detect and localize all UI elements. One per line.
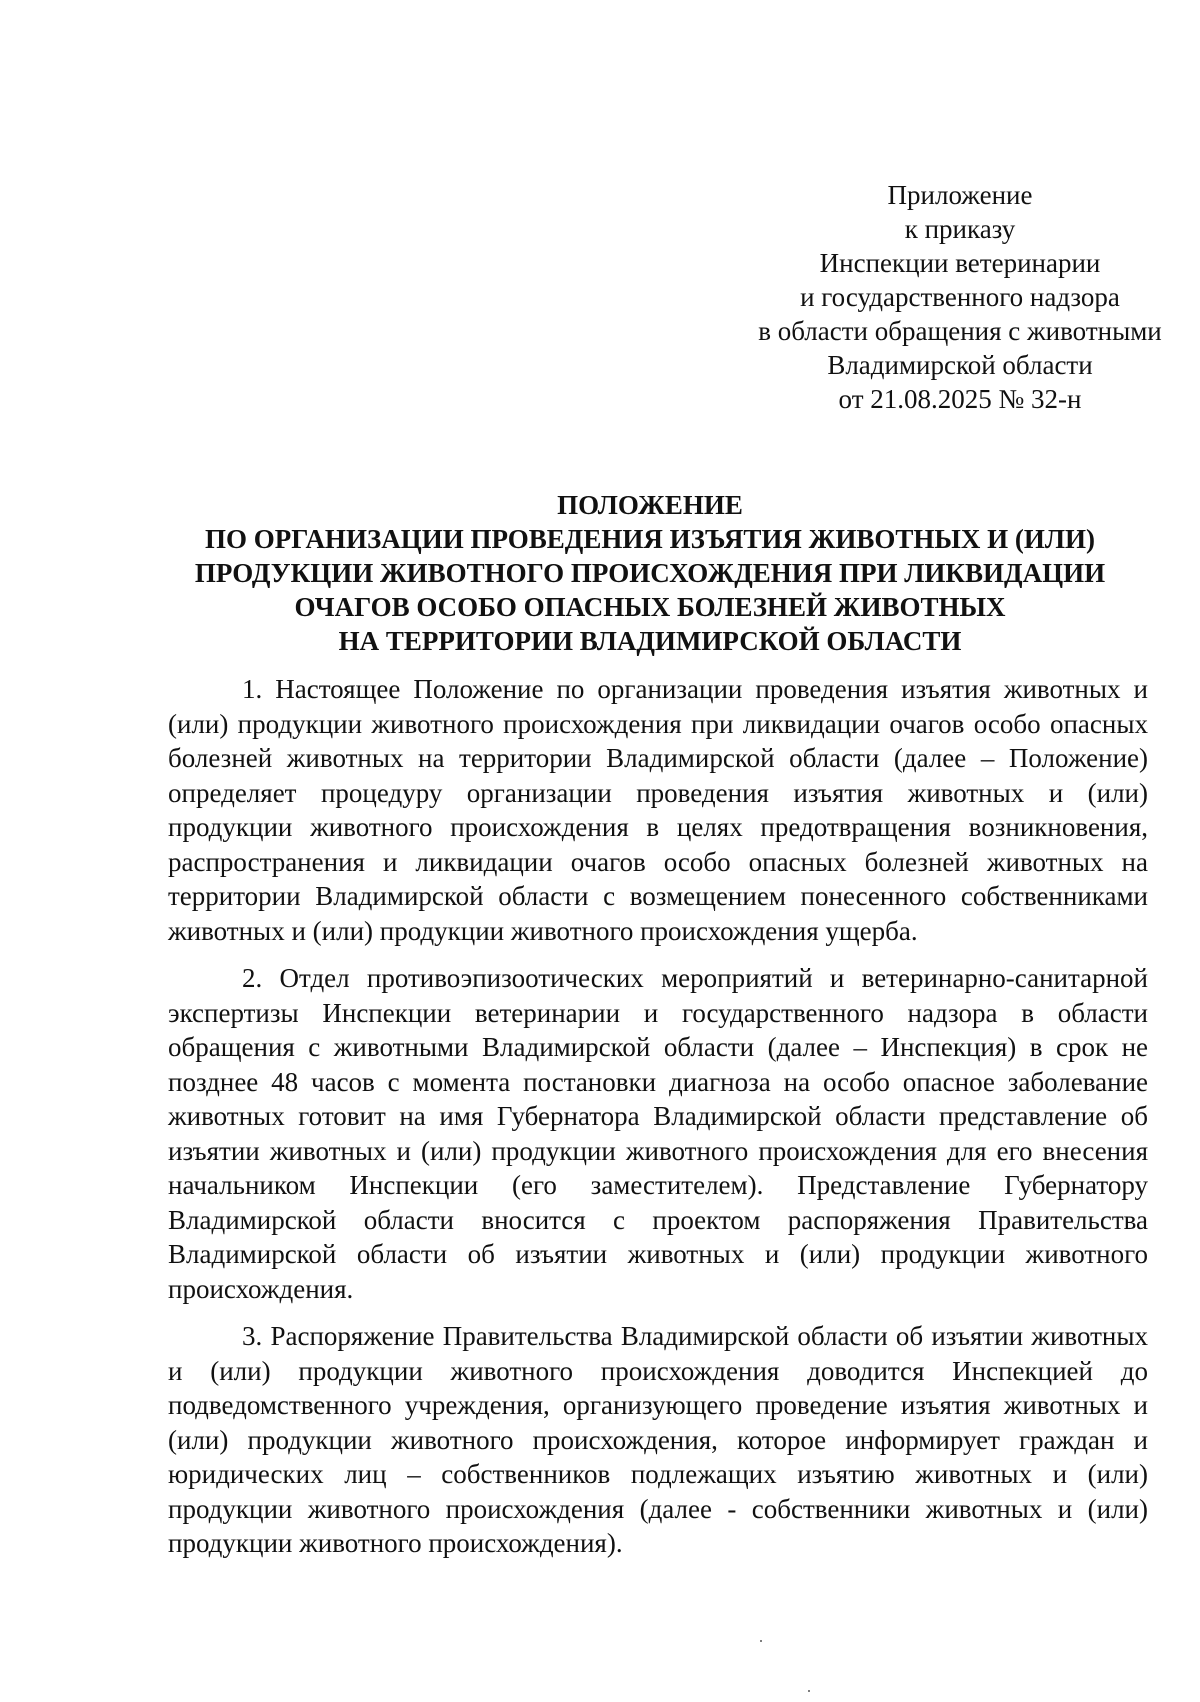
title-line: ПРОДУКЦИИ ЖИВОТНОГО ПРОИСХОЖДЕНИЯ ПРИ ЛИКВИДАЦИИ bbox=[194, 558, 1106, 588]
document-title bbox=[160, 488, 1140, 658]
paragraph-2: 2. Отдел противоэпизоотических мероприятий и ветеринарно-санитарной экспертизы Инспекции ветеринарии и государственного надзора в области обращения с животными Владимирской области (далее – Инспекция) в срок не позднее 48 часов с момента постановки диагноза на особо опасное заболевание животных готовит на имя Губернатора Владимирской области представление об изъятии животных и (или) продукции животного происхождения для его внесения начальником Инспекции (его заместителем). Представление Губернатору Владимирской области вносится с проектом распоряжения Правительства Владимирской области об изъятии животных и (или) продукции животного происхождения. bbox=[168, 963, 1148, 1304]
title-line: ОЧАГОВ ОСОБО ОПАСНЫХ БОЛЕЗНЕЙ ЖИВОТНЫХ bbox=[294, 592, 1006, 622]
appendix-line: к приказу bbox=[904, 214, 1016, 244]
title-line: ПОЛОЖЕНИЕ bbox=[557, 490, 743, 520]
appendix-line: и государственного надзора bbox=[800, 282, 1120, 312]
appendix-line: от 21.08.2025 № 32-н bbox=[838, 384, 1082, 414]
appendix-header bbox=[700, 178, 1200, 416]
paragraph-3: 3. Распоряжение Правительства Владимирской области об изъятии животных и (или) продукции животного происхождения доводится Инспекцией до подведомственного учреждения, организующего проведение изъятия животных и (или) продукции животного происхождения, которое информирует граждан и юридических лиц – собственников подлежащих изъятию животных и (или) продукции животного происхождения (далее - собственники животных и (или) продукции животного происхождения). bbox=[168, 1321, 1148, 1558]
appendix-line: Владимирской области bbox=[827, 350, 1093, 380]
title-line: НА ТЕРРИТОРИИ ВЛАДИМИРСКОЙ ОБЛАСТИ bbox=[338, 626, 962, 656]
appendix-line: Приложение bbox=[887, 180, 1033, 210]
appendix-line: в области обращения с животными bbox=[758, 316, 1162, 346]
appendix-line: Инспекции ветеринарии bbox=[819, 248, 1101, 278]
document-body bbox=[168, 672, 1148, 1574]
scan-speck bbox=[808, 1690, 810, 1692]
paragraph-1: 1. Настоящее Положение по организации проведения изъятия животных и (или) продукции животного происхождения при ликвидации очагов особо опасных болезней животных на территории Владимирской области (далее – Положение) определяет процедуру организации проведения изъятия животных и (или) продукции животного происхождения в целях предотвращения возникновения, распространения и ликвидации очагов особо опасных болезней животных на территории Владимирской области с возмещением понесенного собственниками животных и (или) продукции животного происхождения ущерба. bbox=[168, 674, 1148, 946]
scan-speck bbox=[760, 1640, 762, 1642]
title-line: ПО ОРГАНИЗАЦИИ ПРОВЕДЕНИЯ ИЗЪЯТИЯ ЖИВОТНЫХ И (ИЛИ) bbox=[204, 524, 1096, 554]
